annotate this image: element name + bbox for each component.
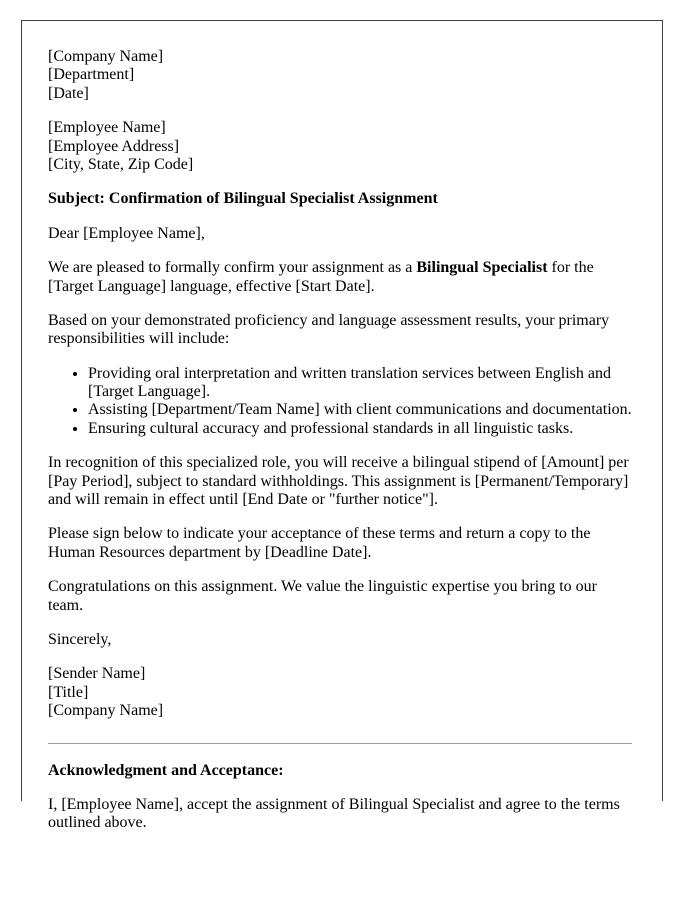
acknowledgment-paragraph: I, [Employee Name], accept the assignment of Bilingual Specialist and agree to the terms outlined above. [48, 795, 620, 832]
stipend-paragraph: In recognition of this specialized role, you will receive a bilingual stipend of [Amount] per [Pay Period], subject to standard withholdings. This assignment is [Permanent/Temporary] and will remain in effect until [End Date or "further notice"]. [48, 454, 629, 509]
signature-company: [Company Name] [48, 702, 164, 720]
responsibility-item: • Ensuring cultural accuracy and professional standards in all linguistic tasks. [88, 420, 632, 438]
signature-title: [Title] [48, 683, 89, 701]
congratulations-paragraph: Congratulations on this assignment. We value the linguistic expertise you bring to our team. [48, 578, 597, 614]
recipient-block [48, 119, 632, 174]
signature-request-paragraph: Please sign below to indicate your acceptance of these terms and return a copy to the Human Resources department by [Deadline Date]. [48, 525, 591, 561]
recipient-address: [Employee Address] [48, 137, 180, 155]
salutation: Dear [Employee Name], [48, 224, 205, 242]
sender-department: [Department] [48, 66, 135, 84]
intro-role-bold: Bilingual Specialist [416, 259, 548, 277]
closing: Sincerely, [48, 630, 112, 648]
letter-page [21, 20, 663, 832]
intro-paragraph [48, 259, 632, 296]
sender-company: [Company Name] [48, 48, 164, 65]
intro-text-before: We are pleased to formally confirm your assignment as a [48, 259, 417, 277]
subject-line: Subject: Confirmation of Bilingual Specialist Assignment [48, 190, 438, 208]
sender-block [48, 48, 632, 103]
acknowledgment-heading: Acknowledgment and Acceptance: [48, 761, 284, 779]
responsibility-list [48, 365, 632, 439]
sender-date: [Date] [48, 84, 89, 102]
signature-sender-name: [Sender Name] [48, 665, 146, 683]
responsibility-item: • Providing oral interpretation and written translation services between English and [Target Language]. [88, 365, 632, 402]
responsibility-item: • Assisting [Department/Team Name] with client communications and documentation. [88, 401, 632, 419]
intro-text-after: for the [Target Language] language, effective [Start Date]. [48, 259, 594, 295]
section-divider [48, 743, 632, 744]
signature-block [48, 665, 632, 720]
recipient-name: [Employee Name] [48, 119, 166, 137]
responsibilities-lead: Based on your demonstrated proficiency and language assessment results, your primary responsibilities will include: [48, 311, 610, 348]
recipient-city-state-zip: [City, State, Zip Code] [48, 155, 194, 173]
